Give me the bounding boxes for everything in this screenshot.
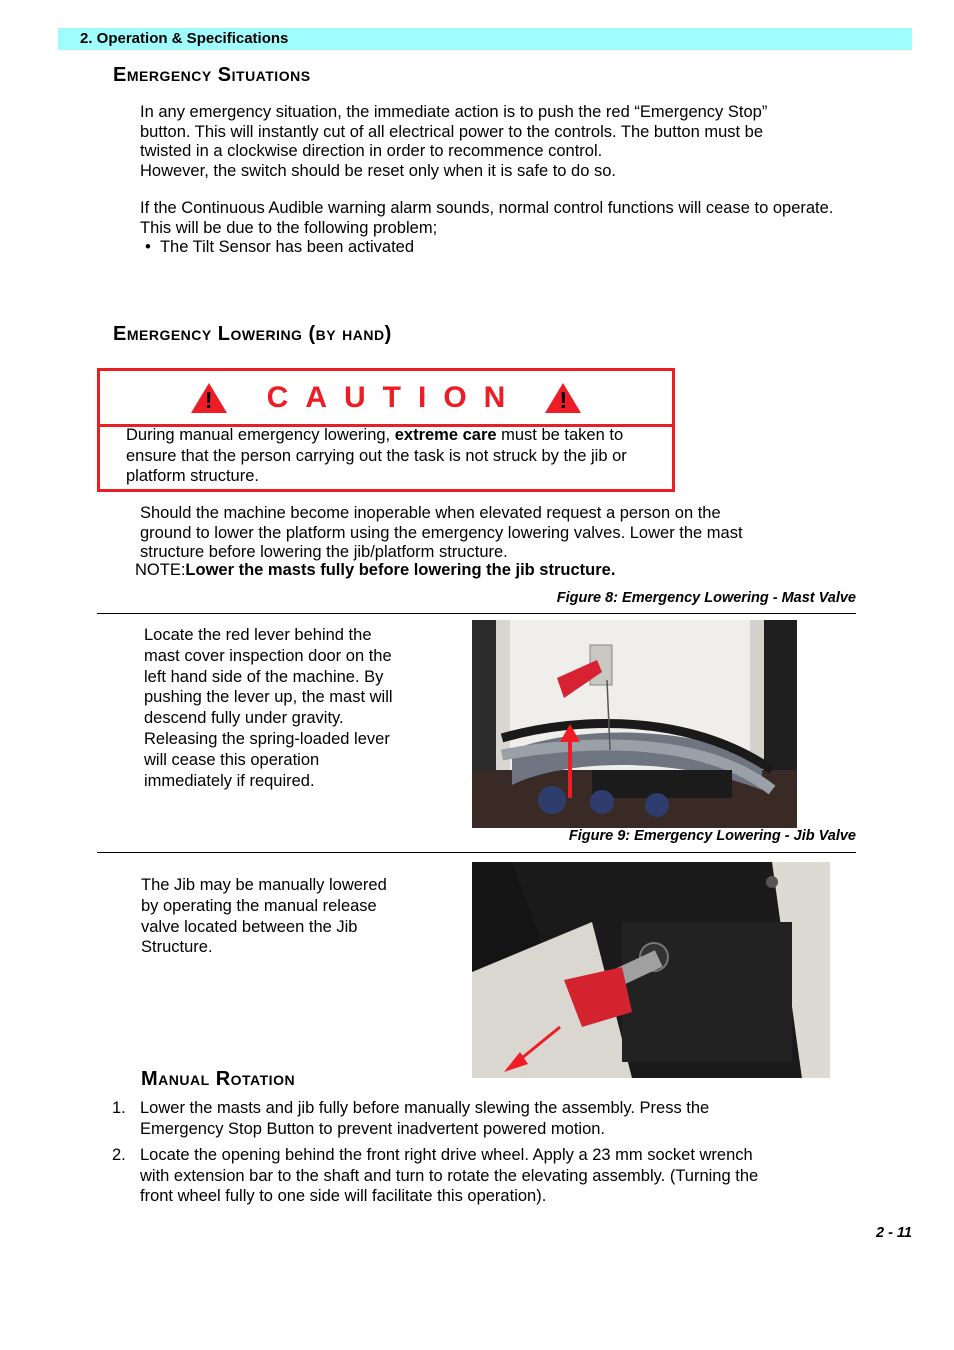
section-header-bar	[58, 28, 912, 50]
divider	[97, 852, 856, 853]
caution-header	[100, 371, 672, 427]
figure8-caption: Figure 8: Emergency Lowering - Mast Valve	[556, 590, 856, 606]
section-header-text: 2. Operation & Specifications	[80, 30, 289, 47]
emergency-situations-para2	[140, 199, 920, 258]
text-line: Releasing the spring-loaded lever	[144, 729, 390, 748]
text-line: button. This will instantly cut of all electrical power to the controls. The button must be	[140, 122, 764, 141]
step-number: 1.	[112, 1099, 126, 1117]
text-line: by operating the manual release	[141, 896, 377, 915]
text-line: Locate the opening behind the front right drive wheel. Apply a 23 mm socket wrench	[140, 1146, 753, 1164]
page-number: 2 - 11	[875, 1225, 912, 1241]
text-line: If the Continuous Audible warning alarm sounds, normal control functions will cease to operate.	[140, 199, 834, 217]
text-line: Should the machine become inoperable when elevated request a person on the	[140, 504, 721, 522]
text-line: twisted in a clockwise direction in order to recommence control.	[140, 142, 603, 160]
caution-text-end: must be taken to ensure that the person carrying out the task is not struck by the jib or platform structure.	[126, 426, 627, 485]
manual-rotation-steps	[112, 1098, 832, 1213]
mast-valve-photo	[472, 620, 797, 828]
text-line: However, the switch should be reset only when it is safe to do so.	[140, 161, 617, 180]
text-line: Structure.	[141, 938, 213, 957]
text-line: Emergency Stop Button to prevent inadvertent powered motion.	[140, 1119, 606, 1138]
text-line: immediately if required.	[144, 771, 315, 790]
emergency-situations-para1	[140, 103, 900, 181]
emergency-lowering-para	[140, 504, 840, 563]
heading-emergency-situations: Emergency Situations	[113, 64, 311, 86]
caution-box	[97, 368, 675, 492]
heading-manual-rotation: Manual Rotation	[141, 1068, 296, 1090]
step-number: 2.	[112, 1146, 126, 1164]
caution-text-start: During manual emergency lowering,	[126, 426, 395, 444]
text-line: Lower the masts and jib fully before manually slewing the assembly. Press the	[140, 1099, 710, 1117]
text-line: The Jib may be manually lowered	[141, 876, 387, 894]
text-line: Locate the red lever behind the	[144, 626, 372, 644]
steps-list	[112, 1098, 832, 1207]
figure9-caption: Figure 9: Emergency Lowering - Jib Valve	[568, 828, 856, 844]
note-label: NOTE:	[135, 561, 186, 579]
text-line: descend fully under gravity.	[144, 709, 344, 728]
text-line: front wheel fully to one side will facilitate this operation).	[140, 1187, 547, 1205]
text-line: This will be due to the following problem;	[140, 218, 438, 237]
caution-title: CAUTION	[266, 380, 523, 414]
divider	[97, 613, 856, 614]
caution-text-bold: extreme care	[394, 426, 497, 444]
bullet-item	[140, 238, 920, 258]
note-text: Lower the masts fully before lowering the jib structure.	[185, 561, 616, 579]
text-line: with extension bar to the shaft and turn to rotate the elevating assembly. (Turning the	[140, 1166, 759, 1185]
bullet-icon: •	[145, 238, 151, 256]
text-line: structure before lowering the jib/platform structure.	[140, 543, 508, 561]
list-item	[112, 1098, 832, 1139]
text-line: valve located between the Jib	[141, 917, 358, 936]
text-line: will cease this operation	[144, 750, 320, 769]
text-line: left hand side of the machine. By	[144, 667, 384, 686]
list-item	[112, 1145, 832, 1207]
warning-exclamation: !	[559, 386, 568, 413]
warning-exclamation: !	[204, 386, 213, 413]
figure9-text	[141, 875, 441, 958]
note-line	[135, 561, 835, 581]
bullet-text: The Tilt Sensor has been activated	[159, 238, 415, 256]
jib-valve-photo	[472, 862, 830, 1078]
warning-triangle-icon	[190, 382, 228, 414]
figure8-text	[144, 625, 444, 791]
text-line: pushing the lever up, the mast will	[144, 688, 393, 707]
text-line: ground to lower the platform using the emergency lowering valves. Lower the mast	[140, 523, 743, 542]
text-line: mast cover inspection door on the	[144, 646, 392, 665]
text-line: In any emergency situation, the immediate action is to push the red “Emergency Stop”	[140, 103, 768, 121]
caution-text	[126, 425, 656, 487]
warning-triangle-icon	[544, 382, 582, 414]
heading-emergency-lowering: Emergency Lowering (by hand)	[113, 323, 392, 345]
